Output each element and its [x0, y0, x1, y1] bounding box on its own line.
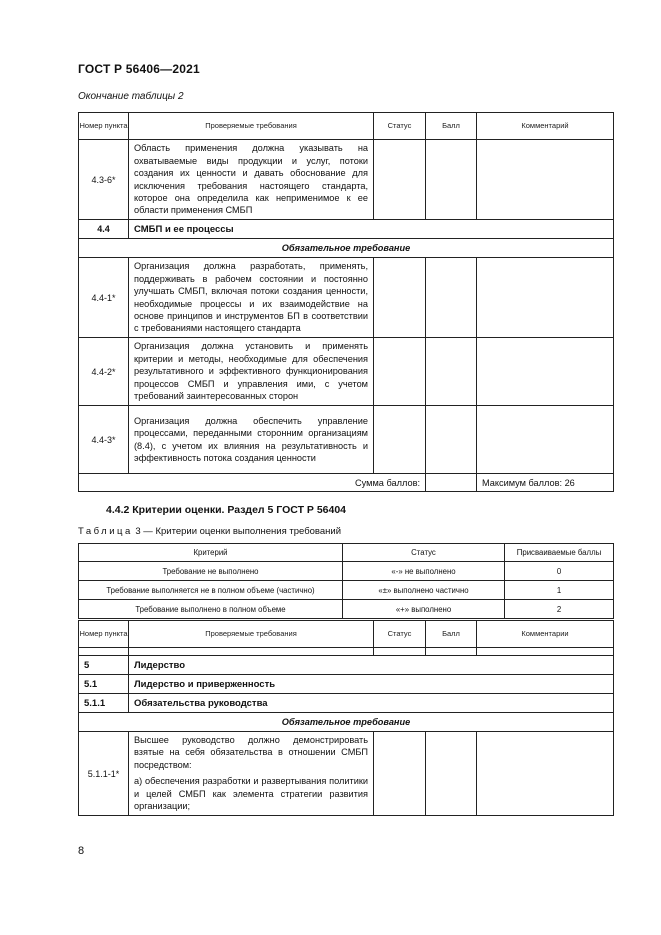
col-header-status: Статус: [374, 113, 426, 140]
section-num: 5: [79, 656, 129, 675]
spacer-cell: [79, 648, 129, 656]
status-cell: [374, 338, 426, 406]
row-text-intro: Высшее руководство должно демонстрировать взятые на себя обязательства в отношении СМБП посредством:: [134, 735, 368, 770]
page-number: 8: [78, 845, 85, 857]
mandatory-label: Обязательное требование: [79, 713, 614, 732]
row-num: 4.4-2*: [79, 338, 129, 406]
status-cell: [374, 258, 426, 338]
sum-value-cell: [426, 474, 477, 492]
score-cell: [426, 338, 477, 406]
table3-caption-rest: 3 — Критерии оценки выполнения требований: [132, 526, 342, 537]
section-num: 5.1.1: [79, 694, 129, 713]
score-cell: [426, 140, 477, 220]
row-text: Организация должна установить и применять критерии и методы, необходимые для обеспечения результативного и эффективного функционирования процессов СМБП и управления ими, с учетом требований заинтересованных сторон: [129, 338, 374, 406]
col-header-num: Номер пункта: [79, 113, 129, 140]
row-num: 4.4-3*: [79, 406, 129, 474]
table2-caption: Окончание таблицы 2: [78, 91, 184, 102]
section-title: Лидерство и приверженность: [129, 675, 614, 694]
mandatory-row: [79, 239, 614, 258]
table-row: [79, 258, 614, 338]
table-header-row: [79, 113, 614, 140]
section-row: [79, 656, 614, 675]
score-cell: [426, 406, 477, 474]
col-header-score: Балл: [426, 113, 477, 140]
table-header-row: [79, 621, 614, 648]
points-cell: 1: [505, 581, 614, 600]
section-title: Обязательства руководства: [129, 694, 614, 713]
col-header-criterion: Критерий: [79, 544, 343, 562]
col-header-status: Статус: [343, 544, 505, 562]
row-num: 4.3-6*: [79, 140, 129, 220]
table3-caption-word: Таблица: [78, 526, 133, 537]
table-row: [79, 562, 614, 581]
col-header-score: Балл: [426, 621, 477, 648]
comment-cell: [477, 406, 614, 474]
row-text: Организация должна разработать, применять, поддерживать в рабочем состоянии и постоянно улучшать СМБП, включая потоки создания ценности, необходимые процессы и их взаимодействие на основе принципов и инструментов БП в соответствии с требованиями настоящего стандарта: [129, 258, 374, 338]
criteria-header-row: [79, 544, 614, 562]
row-text: [129, 732, 374, 816]
comment-cell: [477, 140, 614, 220]
points-cell: 0: [505, 562, 614, 581]
col-header-status: Статус: [374, 621, 426, 648]
mandatory-label: Обязательное требование: [79, 239, 614, 258]
row-text: Организация должна обеспечить управление процессами, переданными сторонним организациям (8.4), с учетом их влияния на результативность и эффективность потока создания ценности: [129, 406, 374, 474]
section-heading: 4.4.2 Критерии оценки. Раздел 5 ГОСТ Р 56404: [106, 504, 347, 516]
criterion-cell: Требование выполняется не в полном объеме (частично): [79, 581, 343, 600]
table-row: [79, 338, 614, 406]
max-score-label: Максимум баллов: 26: [477, 474, 614, 492]
col-header-points: Присваиваемые баллы: [505, 544, 614, 562]
spacer-row: [79, 648, 614, 656]
spacer-cell: [129, 648, 374, 656]
row-num: 5.1.1-1*: [79, 732, 129, 816]
col-header-req: Проверяемые требования: [129, 621, 374, 648]
col-header-comment: Комментарии: [477, 621, 614, 648]
spacer-cell: [477, 648, 614, 656]
section-title: СМБП и ее процессы: [129, 220, 614, 239]
section-title: Лидерство: [129, 656, 614, 675]
status-cell: [374, 140, 426, 220]
col-header-num: Номер пункта: [79, 621, 129, 648]
criteria-table-3: [78, 543, 614, 619]
table-row: [79, 732, 614, 816]
status-cell: [374, 732, 426, 816]
section-row: [79, 220, 614, 239]
status-cell: «-» не выполнено: [343, 562, 505, 581]
spacer-cell: [426, 648, 477, 656]
score-cell: [426, 258, 477, 338]
table-row: [79, 581, 614, 600]
status-cell: «±» выполнено частично: [343, 581, 505, 600]
score-cell: [426, 732, 477, 816]
comment-cell: [477, 338, 614, 406]
table-row: [79, 140, 614, 220]
requirements-table-2: [78, 112, 614, 492]
comment-cell: [477, 732, 614, 816]
table-row: [79, 406, 614, 474]
col-header-comment: Комментарий: [477, 113, 614, 140]
criterion-cell: Требование выполнено в полном объеме: [79, 600, 343, 619]
col-header-req: Проверяемые требования: [129, 113, 374, 140]
points-cell: 2: [505, 600, 614, 619]
mandatory-row: [79, 713, 614, 732]
status-cell: «+» выполнено: [343, 600, 505, 619]
table-row: [79, 600, 614, 619]
sum-row: [79, 474, 614, 492]
requirements-table-section-5: [78, 620, 614, 816]
document-header: ГОСТ Р 56406—2021: [78, 62, 200, 76]
section-num: 5.1: [79, 675, 129, 694]
criterion-cell: Требование не выполнено: [79, 562, 343, 581]
section-row: [79, 694, 614, 713]
row-text: Область применения должна указывать на охватываемые виды продукции и услуг, потоки создания их ценности и давать обоснование для исключения требования настоящего стандарта, которое она определила как неприменимое к ее области применения СМБП: [129, 140, 374, 220]
section-num: 4.4: [79, 220, 129, 239]
sum-label: Сумма баллов:: [79, 474, 426, 492]
row-text-item-a: а) обеспечения разработки и развертывания политики и целей СМБП как элемента стратегии развития организации;: [134, 776, 368, 812]
section-row: [79, 675, 614, 694]
status-cell: [374, 406, 426, 474]
comment-cell: [477, 258, 614, 338]
row-num: 4.4-1*: [79, 258, 129, 338]
table3-caption: [78, 526, 341, 537]
spacer-cell: [374, 648, 426, 656]
